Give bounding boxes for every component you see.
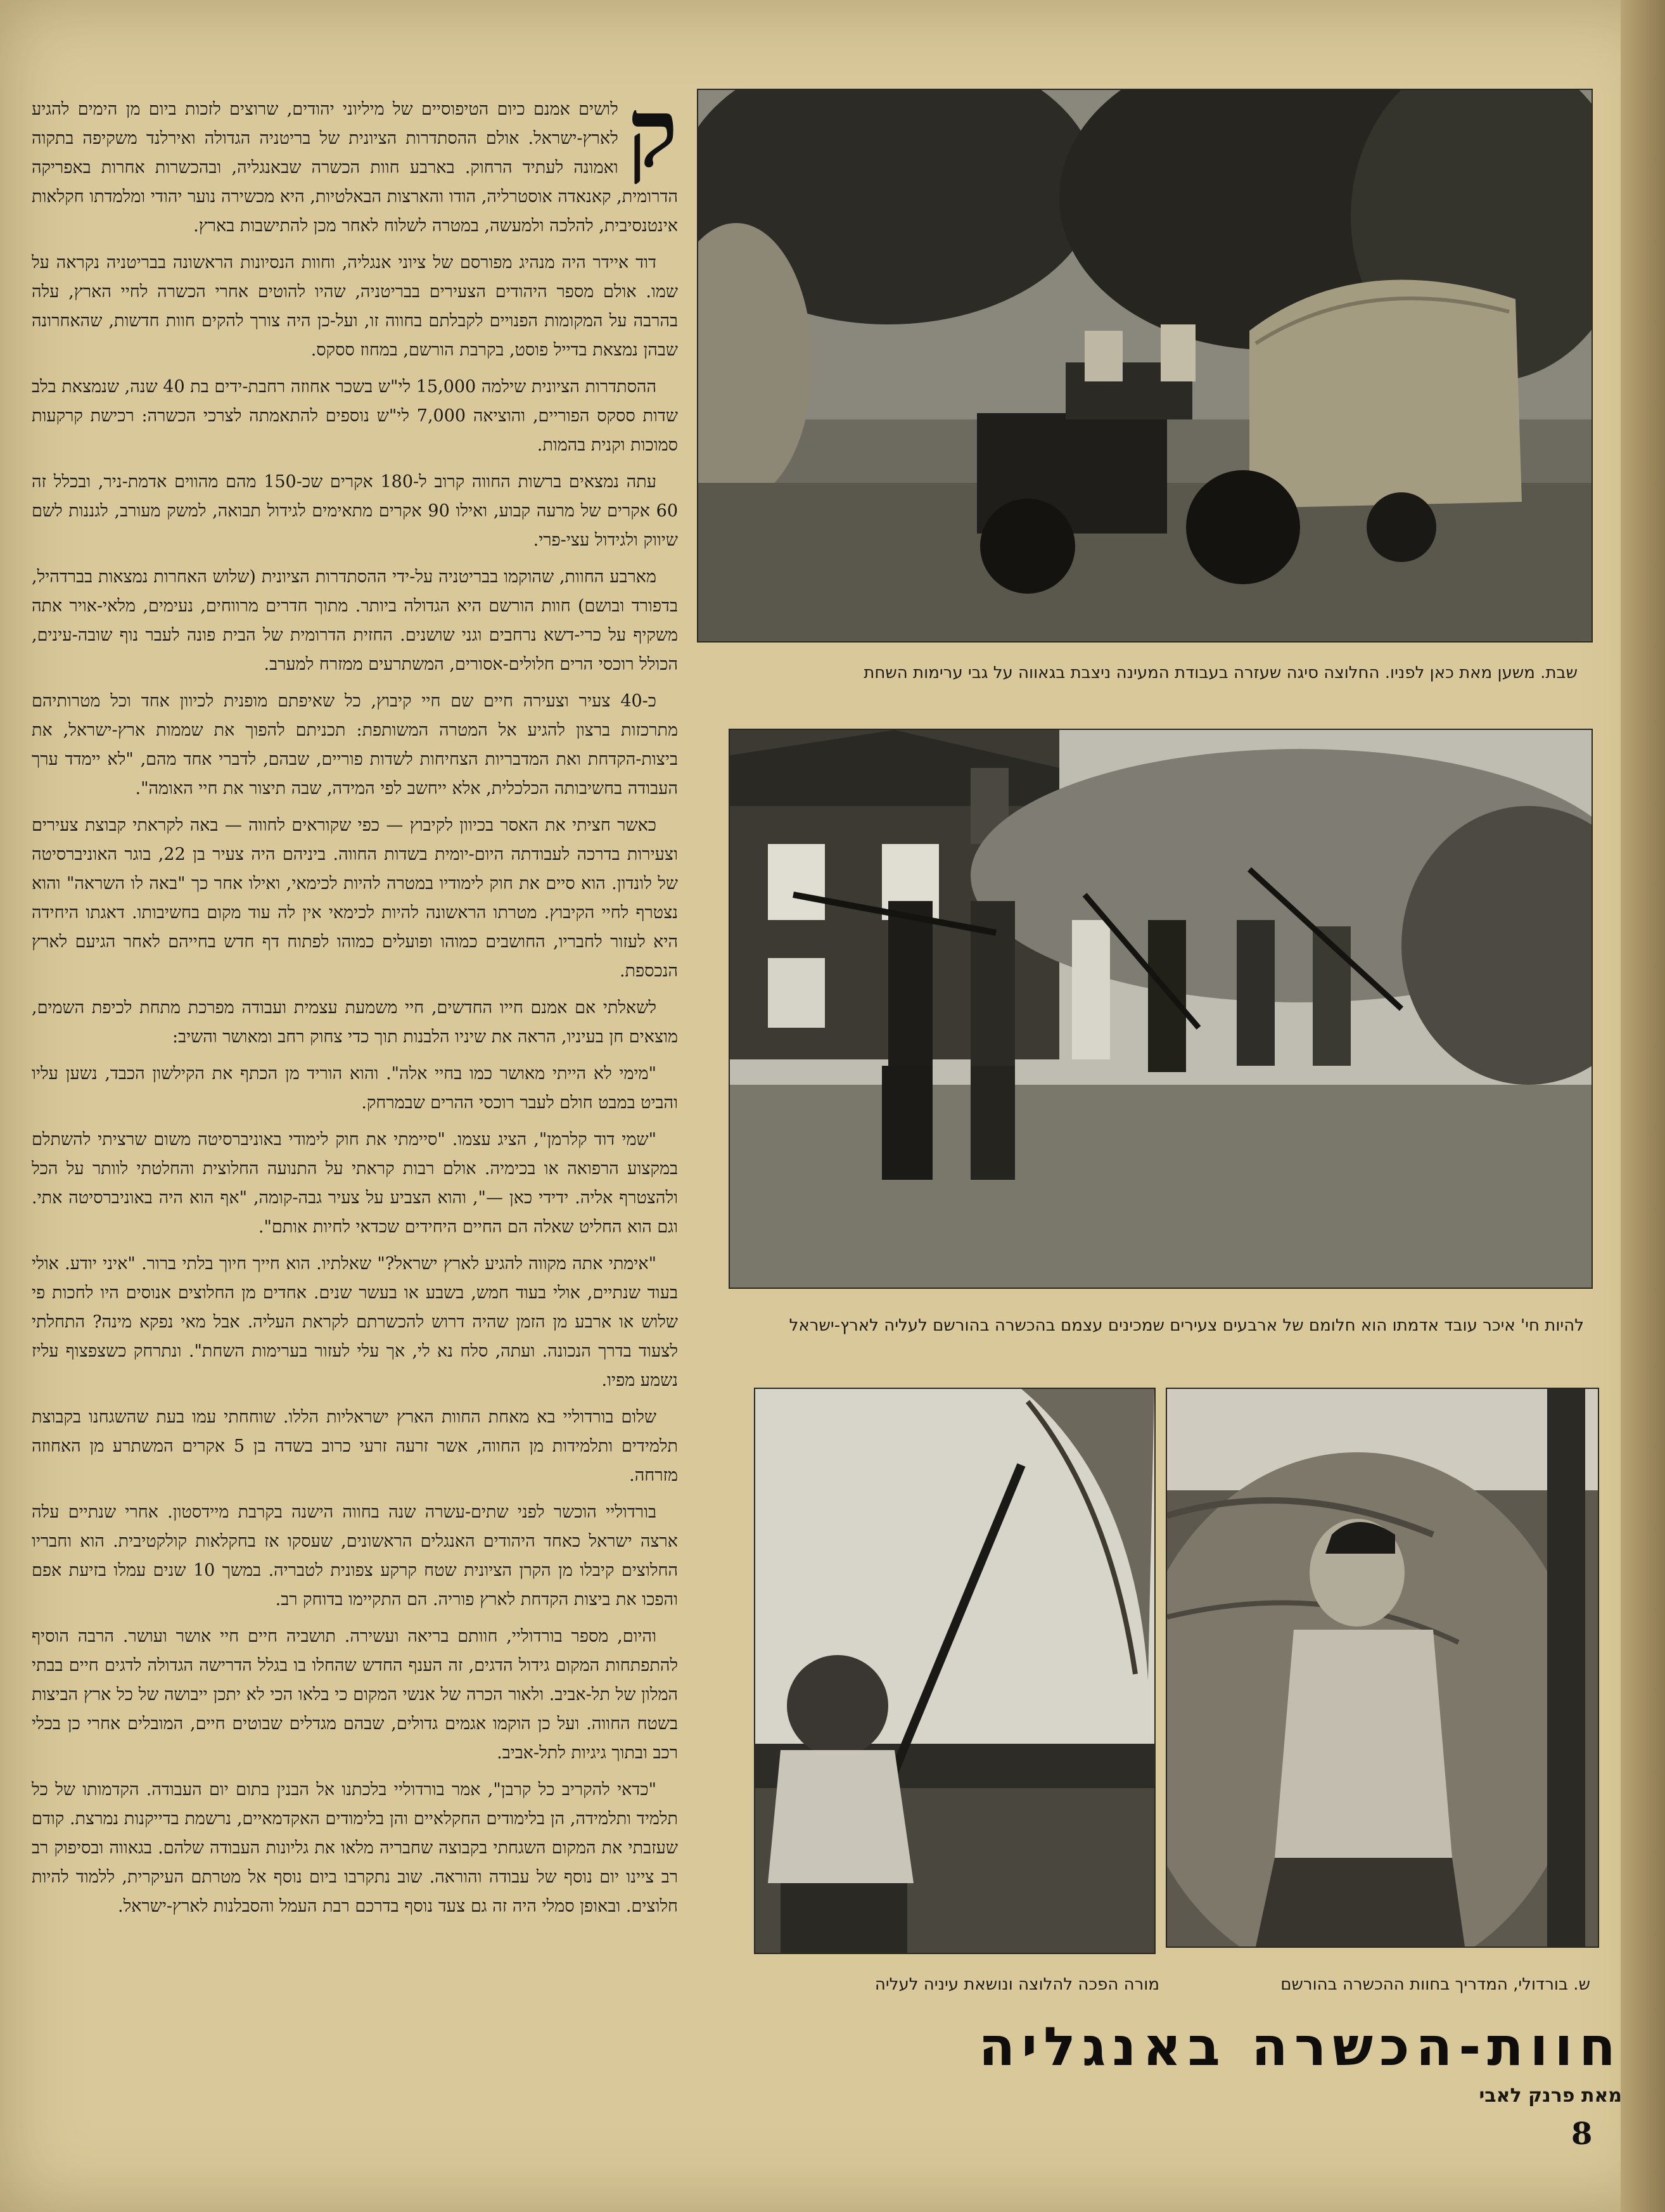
article-paragraph-5: מארבע החוות, שהוקמו בבריטניה על-ידי ההסתדרות הציונית (שלוש האחרות נמצאות בברדהיל, בדפורד ובושם) חוות הורשם היא הגדולה ביותר. מתוך חדרים מרווחים, נעימים, מלאי-אויר אתה משקיף על כרי-דשא נרחבים וגני שושנים. החזית הדרומית של הבית פונה לעבר נוף שובה-עינים, הכולל רוכסי הרים חלולים-אסורים, המשתרעים ממזרח למערב. bbox=[32, 567, 678, 674]
photo-caption-tractor: שבת. משען מאת כאן לפניו. החלוצה סיגה שעזרה בעבודת המעינה ניצבת בגאווה על גבי ערימות השחת bbox=[864, 663, 1578, 682]
article-paragraph-2: דוד איידר היה מנהיג מפורסם של ציוני אנגליה, וחוות הנסיונות הראשונה בבריטניה נקראה על שמו. אולם מספר היהודים הצעירים בבריטניה, שהיו להוטים אחרי הכשרה לחיי הארץ, עלה בהרבה על המקומות הפנויים לקבלתם בחווה זו, ועל-כן היה צורך להקים חוות חדשות, שהאחרונה שבהן נמצאת בדייל פוסט, בקרבת הורשם, במחוז ססקס. bbox=[32, 253, 678, 360]
photo-man-haystack bbox=[1166, 1388, 1599, 1948]
photo-workers-pitchforks bbox=[729, 729, 1593, 1289]
article-paragraph-9: "מימי לא הייתי מאושר כמו בחיי אלה". והוא הוריד מן הכתף את הקילשון הכבד, נשען עליו והביט במבט חולם לעבר רוכסי ההרים שבמרחק. bbox=[32, 1064, 678, 1113]
photo-caption-woman: מורה הפכה להלוצה ונושאת עיניה לעליה bbox=[874, 1975, 1159, 1994]
photo-caption-man: ש. בורדולי, המדריך בחוות ההכשרה בהורשם bbox=[1280, 1975, 1590, 1994]
article-paragraph-13: בורדוליי הוכשר לפני שתים-עשרה שנה בחווה הישנה בקרבת מיידסטון. אחרי שנתיים עלה ארצה ישראל כאחד היהודים האנגלים הראשונים, שעסקו אז בחקלאות קולקטיבית. הוא וחבריו החלוצים קיבלו מן הקרן הציונית שטח קרקע צפונית לטבריה. במשך 10 שנים עמלו בזיעת אפם והפכו את ביצות הקדחת לארץ פוריה. הם התקיימו בדוחק רב. bbox=[32, 1502, 678, 1609]
article-paragraph-6: כ-40 צעיר וצעירה חיים שם חיי קיבוץ, כל שאיפתם מופנית לכיוון אחד וכל מטרותיהם מתרכזות ברצון להגיע אל המטרה המשותפת: תכניתם להפוך את שממות ארץ-ישראל, את ביצות-הקדחת ואת המדבריות הצחיחות לשדות פוריים, שבהם, לדברי אחד מהם, "לא יימדד ערך העבודה בחשיבותה הכלכלית, אלא ייחשב לפי המידה, שבה תיצור את חיי האומה". bbox=[32, 691, 678, 798]
article-paragraph-3: ההסתדרות הציונית שילמה 15,000 לי"ש בשכר אחוזה רחבת-ידים בת 40 שנה, שנמצאת בלב שדות ססקס הפוריים, והוציאה 7,000 לי"ש נוספים להתאמתה לצרכי הכשרה: רכישת קרקעות סמוכות וקנית בהמות. bbox=[32, 377, 678, 455]
article-paragraph-14: והיום, מספר בורדוליי, חוותם בריאה ועשירה. תושביה חיים חיי אושר ועושר. הרבה הוסיף להתפתחות המקום גידול הדגים, זה הענף החדש שהחלו בו בגלל הדרישה הגדולה לדגים חיים בבתי המלון של תל-אביב. ולאור הכרה של אנשי המקום כי בלאו הכי לא יתכן ייבושה של כל ארץ הביצות בשטח החווה. ועל כן הוקמו אגמים גדולים, שבהם מגדלים שבוטים חיים, המובלים אחרי כן בכלי רכב ובתוך גיגיות לתל-אביב. bbox=[32, 1627, 678, 1763]
article-paragraph-4: עתה נמצאים ברשות החווה קרוב ל-180 אקרים שכ-150 מהם מהווים אדמת-ניר, ובכלל זה 60 אקרים של מרעה קבוע, ואילו 90 אקרים מתאימים לגידול תבואה, למשק מעורב, לגננות לשם שיווק ולגידול עצי-פרי. bbox=[32, 472, 678, 550]
article-paragraph-15: "כדאי להקריב כל קרבן", אמר בורדוליי בלכתנו אל הבנין בתום יום העבודה. הקדמותו של כל תלמיד ותלמידה, הן בלימודים החקלאיים והן בלימודים האקדמאיים, נרשמת בדייקנות נמרצת. קודם שעזבתי את המקום השגחתי בקבוצה שחבריה מלאו את גליונות העבודה שלהם. בגאווה ובסיפוק רב רב ציינו יום נוסף של עבודה והוראה. שוב נתקרבו ביום נוסף אל מטרתם העיקרית, ללמוד להיות חלוצים. ובאופן סמלי היה זה גם צעד נוסף בדרכם רבת העמל והסבלנות לארץ-ישראל. bbox=[32, 1780, 678, 1916]
article-paragraph-7: כאשר חציתי את האסר בכיוון לקיבוץ — כפי שקוראים לחווה — באה לקראתי קבוצת צעירים וצעירות בדרכה לעבודתה היום-יומית בשדות החווה. ביניהם היה צעיר בן 22, בוגר האוניברסיטה של לונדון. הוא סיים את חוק לימודיו במטרה להיות לכימאי, ואילו אחר כך "באה לו השראה" והוא נצטרף לחיי הקיבוץ. מטרתו הראשונה להיות לכימאי אין לה עוד מקום בחשיבותו. דאגתו היחידה היא לעזור לחבריו, החושבים כמוהו ופועלים כמוהו לפתוח דף חדש בחייהם לאחר הגיעם לארץ הנכספת. bbox=[32, 815, 678, 981]
page-number: 8 bbox=[1571, 2116, 1593, 2152]
photo-tractor-hay bbox=[697, 89, 1593, 643]
article-paragraph-12: שלום בורדוליי בא מאחת החוות הארץ ישראליות הללו. שוחחתי עמו בעת שהשגחנו בקבוצת תלמידים ותלמידות מן החווה, אשר זרעה זרעי כרוב בשדה בן 5 אקרים המשתרע מן האחוזה מזרחה. bbox=[32, 1407, 678, 1485]
article-byline: מאת פרנק לאבי bbox=[1479, 2085, 1622, 2107]
photo-caption-workers: להיות חי' איכר עובד אדמתו הוא חלומם של ארבעים צעירים שמכינים עצמם בהכשרה בהורשם לעליה לארץ-ישראל bbox=[789, 1316, 1584, 1335]
article-paragraph-1: ק לושים אמנם כיום הטיפוסיים של מיליוני יהודים, שרוצים לזכות ביום מן הימים להגיע לארץ-ישראל. אולם ההסתדרות הציונית של בריטניה הגדולה ואירלנד משקיפה בתקוה ואמונה לעתיד הרחוק. בארבע חוות הכשרה שבאנגליה, ובהכשרות אחרות באפריקה הדרומית, קאנאדה אוסטרליה, הודו והארצות הבאלטיות, היא מכשירה נוער יהודי ומלמדתו חקלאות אינטנסיבית, להלכה ולמעשה, במטרה לשלוח לאחר מכן להתישבות בארץ. bbox=[32, 95, 678, 236]
photo-woman-pitchfork bbox=[754, 1388, 1156, 1954]
article-paragraph-10: "שמי דוד קלרמן", הציג עצמו. "סיימתי את חוק לימודי באוניברסיטה משום שרציתי להשתלם במקצוע הרפואה או בכימיה. אולם רבות קראתי על התנועה החלוצית והחלטתי לוותר על הכל ולהצטרף אליה. ידידי כאן —", והוא הצביע על צעיר גבה-קומה, "אף הוא היה באוניברסיטה אתי. וגם הוא החליט שאלה הם החיים היחידים שכדאי לחיות אותם". bbox=[32, 1130, 678, 1237]
drop-cap: ק bbox=[627, 95, 678, 189]
page-edge bbox=[1621, 0, 1665, 2212]
article-paragraph-11: "אימתי אתה מקווה להגיע לארץ ישראל?" שאלתיו. הוא חייך חיוך בלתי ברור. "איני יודע. אולי בעוד שנתיים, אולי בעוד חמש, בשבע או בעשר שנים. אחדים מן החלוצים אנוסים היו לחכות פי שלוש או ארבע מן הזמן שהיה דרוש להכשרתם לקראת העליה. אבל מאי נפקא מינה? התחלתי לצעוד בדרך הנכונה. ועתה, סלח נא לי, אך עלי לעזור בערימות השחת". ונתרחק כשצפצוף עליז נשמע מפיו. bbox=[32, 1254, 678, 1390]
article-text-column bbox=[32, 95, 678, 2110]
article-headline: חוות-הכשרה באנגליה bbox=[978, 2016, 1622, 2078]
article-paragraph-8: לשאלתי אם אמנם חייו החדשים, חיי משמעת עצמית ועבודה מפרכת מתחת לכיפת השמים, מוצאים חן בעיניו, הראה את שיניו הלבנות תוך כדי צחוק רחב ומאושר והשיב: bbox=[32, 998, 678, 1047]
